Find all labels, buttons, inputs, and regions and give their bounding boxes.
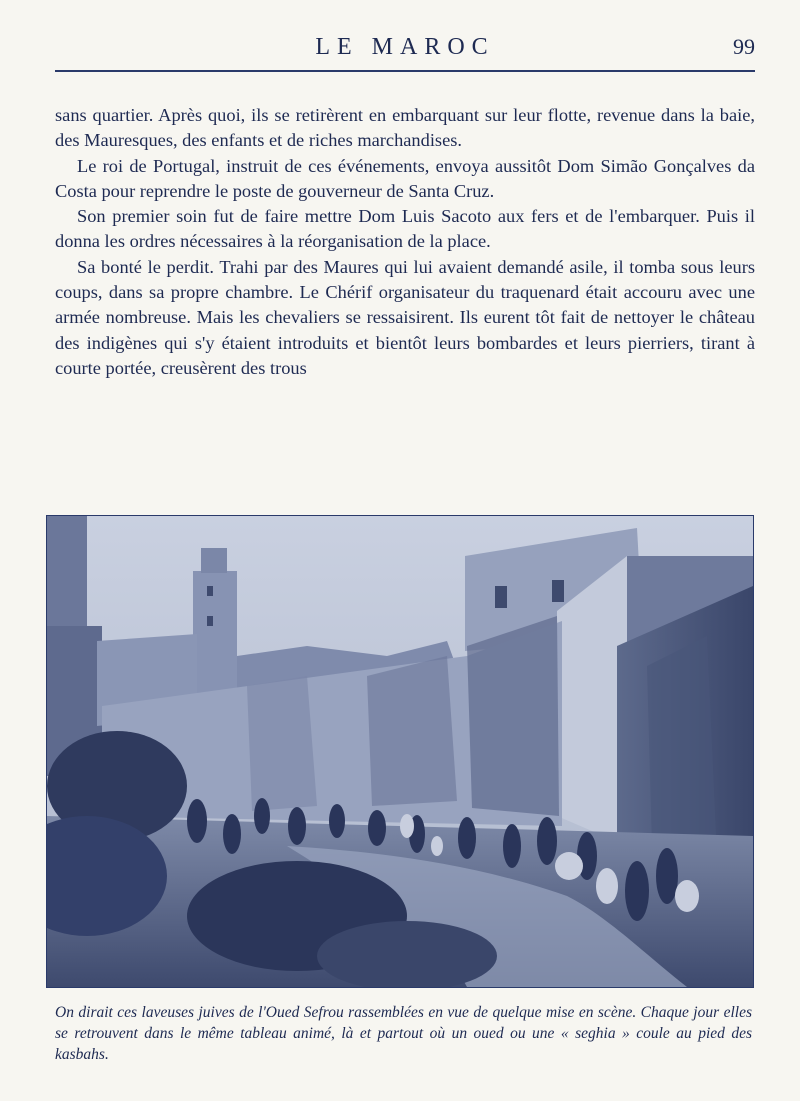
paragraph-3: Son premier soin fut de faire mettre Dom Luis Sacoto aux fers et de l'embarquer. Puis il donna les ordres nécessaires à la réorganisation de la place. — [55, 206, 755, 252]
page-number: 99 — [733, 34, 755, 59]
paragraph-4: Sa bonté le perdit. Trahi par des Maures qui lui avaient demandé asile, il tomba sous leurs coups, dans sa propre chambre. Le Chérif organisateur du traquenard était accouru avec une armée nombreuse. Mais les chevaliers se ressaisirent. Ils eurent tôt fait de nettoyer le château des indigènes qui s'y étaient introduits et bientôt leurs bombardes et leurs pierriers, tirant à courte portée, creusèrent des trous — [55, 256, 755, 378]
paragraph-1: sans quartier. Après quoi, ils se retirèrent en embarquant sur leur flotte, revenue dans la baie, des Mauresques, des enfants et de riches marchandises. — [55, 105, 755, 151]
running-title: LE MAROC — [315, 34, 495, 60]
photo-caption: On dirait ces laveuses juives de l'Oued Sefrou rassemblées en vue de quelque mise en scène. Chaque jour elles se retrouvent dans le même tableau animé, là et partout où un oued ou une « seghia » coule au pied des kasbahs. — [55, 1004, 752, 1063]
paragraph-2: Le roi de Portugal, instruit de ces événements, envoya aussitôt Dom Simão Gonçalves da Costa pour reprendre le poste de gouverneur de Santa Cruz. — [55, 155, 755, 201]
body-text — [55, 103, 755, 381]
running-header — [55, 30, 755, 72]
photograph-oued-sefrou — [46, 515, 754, 988]
